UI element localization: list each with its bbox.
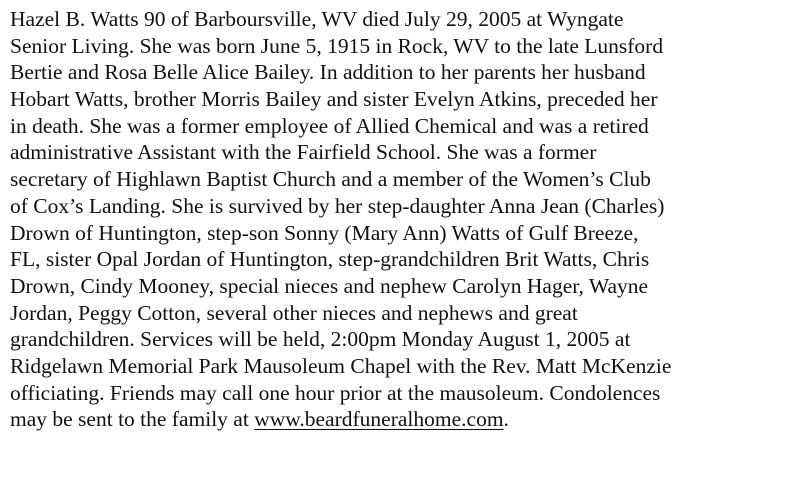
- obituary-line-12: Jordan, Peggy Cotton, several other nieces and nephews and great: [10, 300, 578, 325]
- obituary-line-14: Ridgelawn Memorial Park Mausoleum Chapel with the Rev. Matt McKenzie: [10, 353, 672, 378]
- obituary-line-3: Bertie and Rosa Belle Alice Bailey. In addition to her parents her husband: [10, 60, 646, 85]
- obituary-last-line-prefix: may be sent to the family at: [10, 407, 255, 432]
- funeral-home-website-link[interactable]: www.beardfuneralhome.com: [254, 407, 504, 432]
- obituary-line-9: Drown of Huntington, step-son Sonny (Mary Ann) Watts of Gulf Breeze,: [10, 220, 639, 245]
- obituary-line-7: secretary of Highlawn Baptist Church and a member of the Women’s Club: [10, 167, 651, 192]
- obituary-text: [10, 6, 800, 433]
- obituary-line-15: officiating. Friends may call one hour prior at the mausoleum. Condolences: [10, 380, 661, 405]
- obituary-line-11: Drown, Cindy Mooney, special nieces and nephew Carolyn Hager, Wayne: [10, 273, 649, 298]
- obituary-line-8: of Cox’s Landing. She is survived by her step-daughter Anna Jean (Charles): [10, 193, 665, 218]
- obituary-line-5: in death. She was a former employee of Allied Chemical and was a retired: [10, 113, 649, 138]
- obituary-line-6: administrative Assistant with the Fairfield School. She was a former: [10, 140, 597, 165]
- obituary-line-1: Hazel B. Watts 90 of Barboursville, WV died July 29, 2005 at Wyngate: [10, 7, 624, 31]
- obituary-line-10: FL, sister Opal Jordan of Huntington, step-grandchildren Brit Watts, Chris: [10, 247, 650, 272]
- obituary-line-2: Senior Living. She was born June 5, 1915 in Rock, WV to the late Lunsford: [10, 33, 664, 58]
- obituary-line-16: [10, 406, 800, 433]
- obituary-line-4: Hobart Watts, brother Morris Bailey and sister Evelyn Atkins, preceded her: [10, 87, 658, 112]
- obituary-last-line-suffix: .: [503, 407, 509, 432]
- obituary-line-13: grandchildren. Services will be held, 2:00pm Monday August 1, 2005 at: [10, 327, 631, 352]
